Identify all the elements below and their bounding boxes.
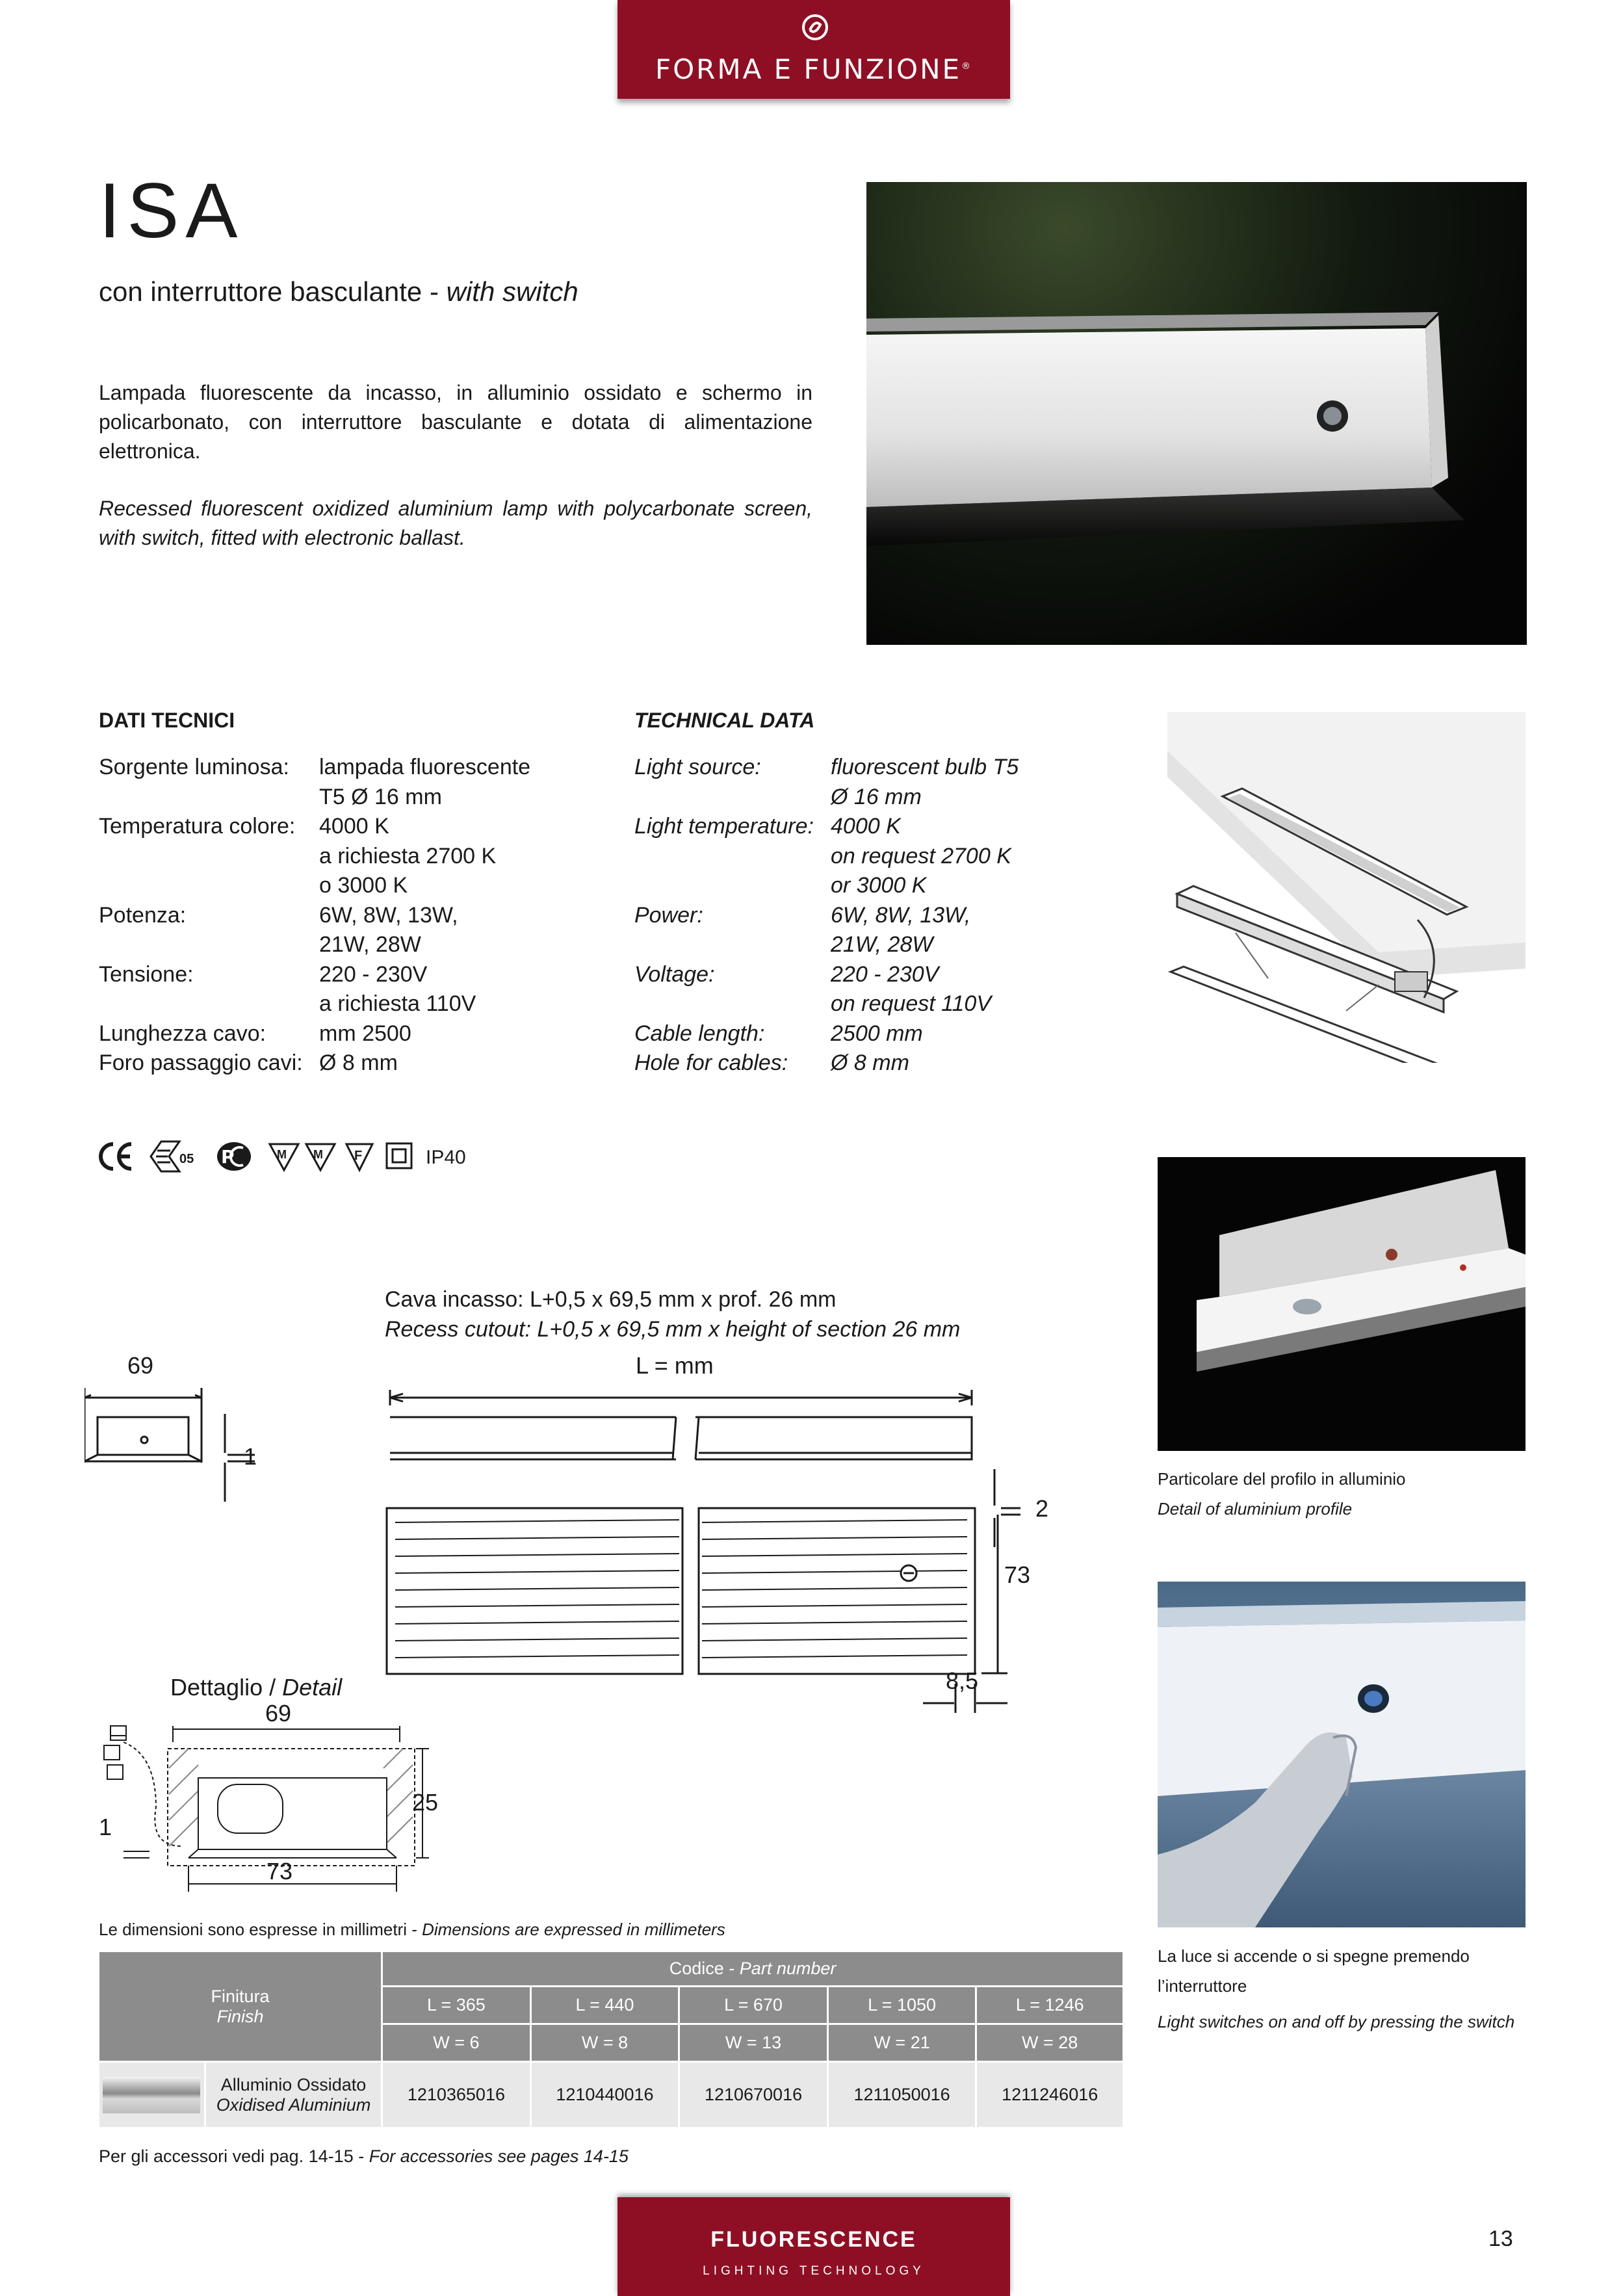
wattage-header: W = 13 bbox=[679, 2024, 828, 2062]
finish-swatch bbox=[99, 2062, 205, 2128]
category-name: FLUORESCENCE bbox=[710, 2227, 917, 2252]
dimensions-note: Le dimensioni sono espresse in millimetri - Dimensions are expressed in millimeters bbox=[99, 1920, 725, 1939]
wattage-header: W = 28 bbox=[976, 2024, 1124, 2062]
brand-header bbox=[617, 0, 1010, 99]
recess-cutout-note: Cava incasso: L+0,5 x 69,5 mm x prof. 26 mm Recess cutout: L+0,5 x 69,5 mm x height of section 26 mm bbox=[385, 1287, 961, 1342]
finish-name: Alluminio Ossidato Oxidised Aluminium bbox=[205, 2062, 382, 2128]
accessories-note: Per gli accessori vedi pag. 14-15 - For accessories see pages 14-15 bbox=[99, 2146, 629, 2166]
certification-marks bbox=[97, 1139, 500, 1178]
brand-name: FORMA E FUNZIONE® bbox=[655, 53, 973, 85]
spec-label: Cable length: bbox=[634, 1021, 765, 1046]
class-2-icon bbox=[383, 1139, 415, 1174]
tech-list-italian bbox=[99, 753, 619, 1091]
spec-label: Voltage: bbox=[634, 961, 715, 987]
dim-section-width: 69 bbox=[127, 1352, 154, 1379]
spec-value: or 3000 K bbox=[831, 873, 927, 898]
tech-heading-english: TECHNICAL DATA bbox=[634, 709, 815, 732]
part-number-table bbox=[97, 1950, 1124, 2129]
spec-value: 6W, 8W, 13W, bbox=[319, 902, 458, 928]
spec-value: on request 110V bbox=[831, 991, 991, 1016]
brand-logo-icon bbox=[801, 13, 829, 42]
spec-label: Potenza: bbox=[99, 902, 187, 928]
installation-diagram bbox=[1158, 712, 1526, 1063]
switch-photo bbox=[1158, 1582, 1526, 1927]
part-code: 1210440016 bbox=[530, 2062, 679, 2128]
spec-value: Ø 16 mm bbox=[831, 784, 922, 809]
gost-mark-icon bbox=[214, 1139, 256, 1174]
spec-value: 21W, 28W bbox=[831, 932, 933, 957]
spec-value: 2500 mm bbox=[831, 1021, 923, 1046]
spec-value: 6W, 8W, 13W, bbox=[831, 902, 971, 928]
table-row bbox=[99, 2062, 1124, 2128]
spec-value: o 3000 K bbox=[319, 873, 408, 898]
detail-dim-lip: 1 bbox=[99, 1814, 112, 1840]
description-english: Recessed fluorescent oxidized aluminium lamp with polycarbonate screen, with switch, fitted with electronic ballast. bbox=[99, 497, 812, 549]
tech-heading-italian: DATI TECNICI bbox=[99, 709, 235, 732]
spec-label: Sorgente luminosa: bbox=[99, 755, 289, 779]
page-number: 13 bbox=[1488, 2226, 1513, 2251]
spec-value: lampada fluorescente bbox=[319, 755, 531, 779]
product-title: ISA bbox=[99, 167, 244, 254]
length-header: L = 1050 bbox=[827, 1987, 976, 2024]
length-header: L = 440 bbox=[530, 1987, 679, 2024]
wattage-header: W = 21 bbox=[827, 2024, 976, 2062]
category-footer bbox=[617, 2197, 1010, 2296]
spec-label: Tensione: bbox=[99, 961, 194, 987]
spec-value: 220 - 230V bbox=[831, 961, 939, 987]
spec-value: 220 - 230V bbox=[319, 961, 428, 987]
spec-value: Ø 8 mm bbox=[831, 1050, 909, 1075]
spec-value: 21W, 28W bbox=[319, 932, 421, 957]
detail-title: Dettaglio / Detail bbox=[170, 1674, 343, 1701]
spec-label: Light temperature: bbox=[634, 814, 814, 839]
spec-value: Ø 8 mm bbox=[319, 1050, 398, 1075]
ip-rating: IP40 bbox=[426, 1147, 466, 1168]
detail-dim-depth: 25 bbox=[412, 1789, 439, 1816]
dim-side: 8,5 bbox=[946, 1667, 979, 1694]
enec-mark-icon bbox=[148, 1139, 182, 1174]
description-italian: Lampada fluorescente da incasso, in alluminio ossidato e schermo in policarbonato, con interruttore basculante e dotata di alimentazione elettronica. bbox=[99, 381, 812, 463]
spec-value: 4000 K bbox=[319, 814, 389, 839]
switch-caption: La luce si accende o si spegne premendo l’interruttore Light switches on and off by pressing the switch bbox=[1158, 1946, 1515, 2031]
spec-label: Foro passaggio cavi: bbox=[99, 1050, 303, 1075]
product-subtitle: con interruttore basculante - with switch bbox=[99, 276, 578, 307]
spec-value: T5 Ø 16 mm bbox=[319, 784, 442, 809]
spec-label: Light source: bbox=[634, 755, 761, 779]
m-mark-icon bbox=[268, 1139, 300, 1174]
length-header: L = 1246 bbox=[976, 1987, 1124, 2024]
ce-mark-icon bbox=[97, 1139, 134, 1174]
spec-label: Hole for cables: bbox=[634, 1050, 788, 1075]
dim-length: L = mm bbox=[636, 1352, 714, 1379]
spec-value: mm 2500 bbox=[319, 1021, 411, 1046]
finish-header: Finitura Finish bbox=[99, 1951, 382, 2062]
spec-value: a richiesta 110V bbox=[319, 991, 476, 1016]
profile-caption: Particolare del profilo in alluminio Detail of aluminium profile bbox=[1158, 1469, 1406, 1519]
dim-flange: 2 bbox=[1035, 1495, 1049, 1522]
length-header: L = 365 bbox=[382, 1987, 531, 2024]
spec-value: 4000 K bbox=[831, 814, 901, 839]
svg-text:M: M bbox=[313, 1148, 323, 1161]
profile-detail-photo bbox=[1158, 1157, 1526, 1451]
part-code: 1210670016 bbox=[679, 2062, 828, 2128]
dim-height: 73 bbox=[1004, 1561, 1031, 1588]
tech-list-english bbox=[634, 753, 1128, 1091]
svg-text:F: F bbox=[354, 1149, 363, 1163]
part-code: 1211246016 bbox=[976, 2062, 1124, 2128]
spec-label: Lunghezza cavo: bbox=[99, 1021, 266, 1046]
part-code: 1210365016 bbox=[382, 2062, 531, 2128]
length-header: L = 670 bbox=[679, 1987, 828, 2024]
spec-value: fluorescent bulb T5 bbox=[831, 755, 1019, 779]
f-mark-icon bbox=[344, 1139, 374, 1174]
svg-text:P: P bbox=[221, 1146, 235, 1168]
product-photo bbox=[866, 182, 1527, 645]
dim-section-lip: 1 bbox=[244, 1443, 257, 1470]
wattage-header: W = 8 bbox=[530, 2024, 679, 2062]
part-number-header: Codice - Part number bbox=[382, 1951, 1124, 1987]
detail-dim-width: 69 bbox=[265, 1700, 292, 1727]
spec-value: a richiesta 2700 K bbox=[319, 843, 497, 868]
technical-drawing bbox=[84, 1352, 1049, 1911]
spec-label: Temperatura colore: bbox=[99, 814, 296, 839]
spec-value: on request 2700 K bbox=[831, 843, 1011, 868]
detail-dim-cutout: 73 bbox=[266, 1858, 293, 1885]
enec-number: 05 bbox=[179, 1152, 194, 1166]
svg-text:M: M bbox=[277, 1148, 287, 1161]
wattage-header: W = 6 bbox=[382, 2024, 531, 2062]
spec-label: Power: bbox=[634, 902, 703, 928]
part-code: 1211050016 bbox=[827, 2062, 976, 2128]
category-subtitle: LIGHTING TECHNOLOGY bbox=[703, 2264, 925, 2278]
mm-mark-icon bbox=[304, 1139, 337, 1174]
